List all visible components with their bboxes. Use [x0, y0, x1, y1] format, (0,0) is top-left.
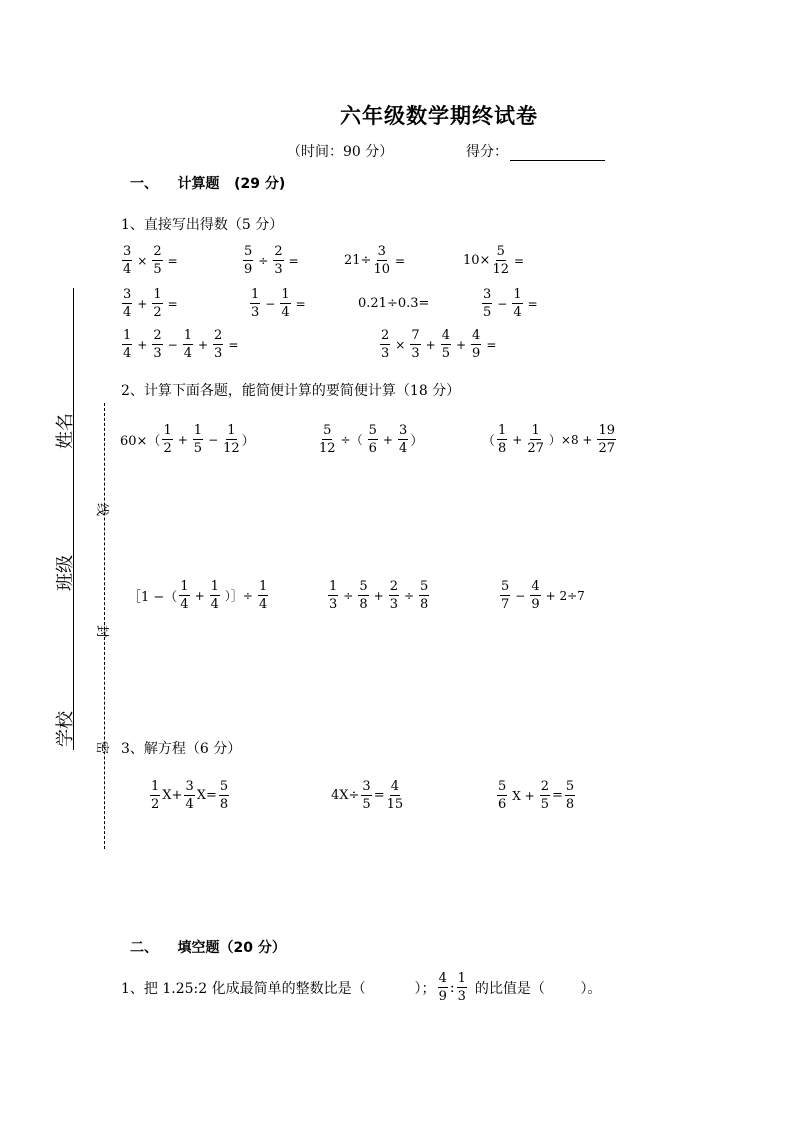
- score-label: 得分：: [466, 144, 508, 160]
- seal-mark-secret: 密: [94, 740, 110, 755]
- simplify-1c: （ $\frac{1}{8}$ + $\frac{1}{27}$ ）×8 + $\frac{19}{27}$: [482, 423, 616, 456]
- simplify-1b: $\frac{5}{12}$ ÷（ $\frac{5}{6}$ + $\frac{3}{4}$ ）: [319, 423, 424, 456]
- simplify-2b: $\frac{1}{3}$ ÷ $\frac{5}{8}$ + $\frac{2}{3}$ ÷ $\frac{5}{8}$: [329, 579, 429, 612]
- fraction: $\frac{3}{4}$: [123, 244, 132, 277]
- class-label: 班级: [55, 555, 76, 591]
- name-label: 姓名: [55, 413, 76, 449]
- school-label: 学校: [55, 711, 76, 747]
- binding-line: [73, 288, 74, 750]
- equation-c: $\frac{5}{6}$ X + $\frac{2}{5}$ = $\frac{5}{8}$: [498, 779, 575, 812]
- seal-mark-line: 线: [94, 502, 110, 517]
- fraction: $\frac{2}{5}$: [153, 244, 162, 277]
- calc-row-1c: 21÷ $\frac{3}{10}$ =: [344, 244, 406, 277]
- section2-title: 二、 填空题（20 分）: [130, 940, 286, 956]
- score-field: [466, 141, 605, 161]
- calc-row-2a: $\frac{3}{4}$ + $\frac{1}{2}$ =: [123, 287, 178, 320]
- page-title: 六年级数学期终试卷: [340, 104, 538, 128]
- simplify-2a: ［1 −（ $\frac{1}{4}$ + $\frac{1}{4}$ ）］÷ $\frac{1}{4}$: [128, 579, 268, 612]
- time-limit: （时间：90 分）: [287, 144, 394, 160]
- calc-row-2c: 0.21÷0.3=: [358, 296, 430, 311]
- question-1-3: 3、解方程（6 分）: [121, 741, 242, 757]
- calc-row-3b: $\frac{2}{3}$ × $\frac{7}{3}$ + $\frac{4}{5}$ + $\frac{4}{9}$ =: [381, 328, 497, 361]
- simplify-2c: $\frac{5}{7}$ − $\frac{4}{9}$ + 2÷7: [501, 579, 585, 612]
- calc-row-1d: 10× $\frac{5}{12}$ =: [463, 244, 525, 277]
- question-1-1: 1、直接写出得数（5 分）: [121, 217, 284, 233]
- seal-mark-seal: 封: [94, 624, 110, 639]
- score-blank[interactable]: [510, 146, 605, 161]
- fill-question-1-text-b: 的比值是（ ）。: [474, 980, 602, 997]
- equation-b: 4X÷ $\frac{3}{5}$ = $\frac{4}{15}$: [331, 779, 404, 812]
- ratio-fraction-2: $\frac{1}{3}$: [457, 971, 466, 1004]
- calc-row-2b: $\frac{1}{3}$ − $\frac{1}{4}$ =: [251, 287, 306, 320]
- calc-row-1b: $\frac{5}{9}$ ÷ $\frac{2}{3}$ =: [244, 244, 299, 277]
- ratio-fraction-1: $\frac{4}{9}$: [438, 971, 447, 1004]
- equation-a: $\frac{1}{2}$ X+ $\frac{3}{4}$ X= $\frac{5}{8}$: [151, 779, 229, 812]
- calc-row-1a: $\frac{3}{4}$ × $\frac{2}{5}$ =: [123, 244, 178, 277]
- calc-row-2d: $\frac{3}{5}$ − $\frac{1}{4}$ =: [483, 287, 538, 320]
- question-1-2: 2、计算下面各题，能简便计算的要简便计算（18 分）: [121, 383, 461, 399]
- calc-row-3a: $\frac{1}{4}$ + $\frac{2}{3}$ − $\frac{1}{4}$ + $\frac{2}{3}$ =: [123, 328, 239, 361]
- section1-title: 一、 计算题 (29 分): [130, 176, 286, 192]
- fill-question-1: 1、把 1.25:2 化成最简单的整数比是（ ）； $\frac{4}{9}$ : $\frac{1}{3}$ 的比值是（ ）。: [121, 971, 602, 1004]
- fill-question-1-text-a: 1、把 1.25:2 化成最简单的整数比是（ ）；: [121, 980, 436, 997]
- simplify-1a: 60×（ $\frac{1}{2}$ + $\frac{1}{5}$ − $\frac{1}{12}$ ）: [120, 423, 255, 456]
